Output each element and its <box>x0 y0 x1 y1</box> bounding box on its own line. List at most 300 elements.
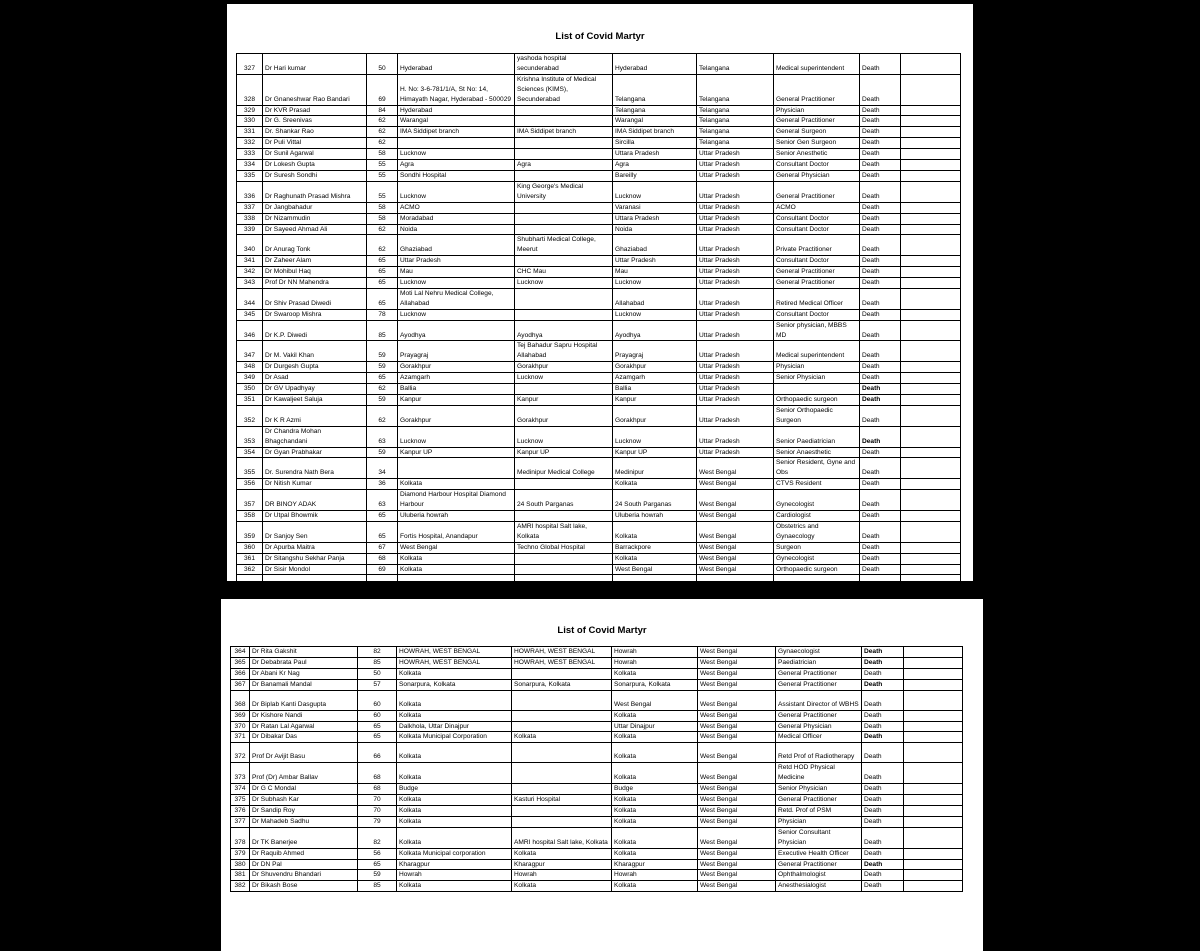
serial-number-cell: 372 <box>231 743 250 763</box>
doctor-name-cell: Dr Raquib Ahmed <box>250 848 358 859</box>
address-cell: Gorakhpur <box>398 362 515 373</box>
designation-cell: Senior Resident, Gyne and Obs <box>774 458 860 479</box>
status-cell: Death <box>860 54 901 75</box>
status-cell: Death <box>862 763 904 784</box>
table-row <box>231 721 963 732</box>
age-cell: 58 <box>367 202 398 213</box>
age-cell: 63 <box>367 426 398 447</box>
address-cell: Fortis Hospital, Anandapur <box>398 521 515 542</box>
table-row <box>237 278 961 289</box>
doctor-name-cell: Dr Nitish Kumar <box>263 479 367 490</box>
city-cell: Barrackpore <box>613 542 697 553</box>
martyr-table <box>236 53 961 595</box>
state-cell: Uttar Pradesh <box>697 309 774 320</box>
designation-cell: Senior Orthopaedic Surgeon <box>774 405 860 426</box>
table-row <box>237 170 961 181</box>
status-cell: Death <box>860 224 901 235</box>
table-row <box>237 138 961 149</box>
status-cell: Death <box>862 795 904 806</box>
address-cell: Uttar Pradesh <box>398 256 515 267</box>
status-cell: Death <box>862 784 904 795</box>
status-cell: Death <box>862 827 904 848</box>
hospital-cell: King George's Medical University <box>515 181 613 202</box>
serial-number-cell: 343 <box>237 278 263 289</box>
doctor-name-cell: Dr Raghunath Prasad Mishra <box>263 181 367 202</box>
address-cell: Uluberia howrah <box>398 510 515 521</box>
state-cell: West Bengal <box>698 881 776 892</box>
remarks-cell <box>901 309 961 320</box>
serial-number-cell: 370 <box>231 721 250 732</box>
address-cell: Gorakhpur <box>398 405 515 426</box>
table-row <box>237 542 961 553</box>
designation-cell: General Practitioner <box>774 278 860 289</box>
state-cell: West Bengal <box>698 710 776 721</box>
doctor-name-cell: Prof Dr Avijit Basu <box>250 743 358 763</box>
status-cell: Death <box>862 657 904 668</box>
status-cell: Death <box>860 309 901 320</box>
status-cell: Death <box>860 213 901 224</box>
state-cell: Telangana <box>697 127 774 138</box>
address-cell: Lucknow <box>398 309 515 320</box>
state-cell: Uttar Pradesh <box>697 149 774 160</box>
serial-number-cell: 375 <box>231 795 250 806</box>
city-cell: Ballia <box>613 384 697 395</box>
doctor-name-cell: Prof Dr NN Mahendra <box>263 278 367 289</box>
city-cell: Agra <box>613 160 697 171</box>
designation-cell: General Practitioner <box>774 267 860 278</box>
status-cell: Death <box>862 881 904 892</box>
serial-number-cell: 330 <box>237 116 263 127</box>
table-row <box>237 553 961 564</box>
state-cell: West Bengal <box>697 542 774 553</box>
state-cell: Uttar Pradesh <box>697 362 774 373</box>
serial-number-cell: 327 <box>237 54 263 75</box>
hospital-cell: Medinipur Medical College <box>515 458 613 479</box>
designation-cell <box>774 384 860 395</box>
remarks-cell <box>904 870 963 881</box>
doctor-name-cell: Dr Debabrata Paul <box>250 657 358 668</box>
address-cell: Howrah <box>397 870 512 881</box>
city-cell: Uttara Pradesh <box>613 149 697 160</box>
serial-number-cell: 365 <box>231 657 250 668</box>
doctor-name-cell: Dr Banamali Mandal <box>250 679 358 690</box>
serial-number-cell: 381 <box>231 870 250 881</box>
table-row <box>237 54 961 75</box>
city-cell: Howrah <box>612 870 698 881</box>
table-row <box>231 816 963 827</box>
city-cell: Howrah <box>612 657 698 668</box>
doctor-name-cell: Dr GV Upadhyay <box>263 384 367 395</box>
address-cell: ACMO <box>398 202 515 213</box>
table-row <box>231 690 963 710</box>
address-cell: Ayodhya <box>398 320 515 341</box>
remarks-cell <box>904 647 963 658</box>
doctor-name-cell: Dr Biplab Kanti Dasgupta <box>250 690 358 710</box>
remarks-cell <box>904 827 963 848</box>
remarks-cell <box>904 657 963 668</box>
hospital-cell: Howrah <box>512 870 612 881</box>
address-cell <box>398 458 515 479</box>
age-cell: 58 <box>367 213 398 224</box>
doctor-name-cell: Dr Dibakar Das <box>250 732 358 743</box>
status-cell: Death <box>860 181 901 202</box>
remarks-cell <box>901 149 961 160</box>
doctor-name-cell: Dr Kawaljeet Saluja <box>263 395 367 406</box>
serial-number-cell: 338 <box>237 213 263 224</box>
hospital-cell <box>515 105 613 116</box>
city-cell: IMA Siddipet branch <box>613 127 697 138</box>
doctor-name-cell: Dr K.P. Diwedi <box>263 320 367 341</box>
remarks-cell <box>901 288 961 309</box>
remarks-cell <box>901 395 961 406</box>
designation-cell: General Practitioner <box>776 679 862 690</box>
age-cell: 65 <box>367 510 398 521</box>
designation-cell: Senior Anesthetic <box>774 149 860 160</box>
age-cell: 69 <box>367 564 398 575</box>
state-cell: Uttar Pradesh <box>697 395 774 406</box>
designation-cell: General Practitioner <box>774 74 860 105</box>
remarks-cell <box>901 116 961 127</box>
serial-number-cell: 349 <box>237 373 263 384</box>
serial-number-cell: 347 <box>237 341 263 362</box>
status-cell: Death <box>860 564 901 575</box>
hospital-cell <box>515 116 613 127</box>
document-page-2 <box>221 599 983 951</box>
state-cell: West Bengal <box>698 870 776 881</box>
remarks-cell <box>901 458 961 479</box>
hospital-cell: AMRI hospital Salt lake, Kolkata <box>515 521 613 542</box>
address-cell: Kolkata <box>398 479 515 490</box>
hospital-cell: Techno Global Hospital <box>515 542 613 553</box>
table-row <box>237 405 961 426</box>
hospital-cell <box>515 170 613 181</box>
designation-cell: Consultant Doctor <box>774 256 860 267</box>
doctor-name-cell: Dr Swaroop Mishra <box>263 309 367 320</box>
serial-number-cell: 364 <box>231 647 250 658</box>
city-cell: Kolkata <box>612 881 698 892</box>
serial-number-cell: 371 <box>231 732 250 743</box>
state-cell: West Bengal <box>698 763 776 784</box>
designation-cell: Gynecologist <box>774 490 860 511</box>
table-row <box>237 575 961 595</box>
table-row <box>237 149 961 160</box>
document-page-1 <box>227 4 973 593</box>
status-cell: Death <box>860 341 901 362</box>
doctor-name-cell: Dr Chandra Mohan Bhagchandani <box>263 426 367 447</box>
status-cell: Death <box>862 859 904 870</box>
serial-number-cell: 355 <box>237 458 263 479</box>
age-cell: 62 <box>367 224 398 235</box>
state-cell: West Bengal <box>698 859 776 870</box>
remarks-cell <box>901 362 961 373</box>
serial-number-cell: 351 <box>237 395 263 406</box>
remarks-cell <box>901 542 961 553</box>
state-cell: West Bengal <box>698 816 776 827</box>
state-cell: Telangana <box>697 54 774 75</box>
hospital-cell: Sonarpura, Kolkata <box>512 679 612 690</box>
age-cell: 58 <box>367 149 398 160</box>
remarks-cell <box>901 105 961 116</box>
designation-cell: General Practitioner <box>776 668 862 679</box>
hospital-cell: 24 South Parganas <box>515 490 613 511</box>
hospital-cell: Gorakhpur <box>515 362 613 373</box>
table-row <box>237 447 961 458</box>
age-cell: 85 <box>358 881 397 892</box>
address-cell: Azamgarh <box>398 373 515 384</box>
status-cell: Death <box>860 479 901 490</box>
designation-cell: General Practitioner <box>776 859 862 870</box>
hospital-cell: Gorakhpur <box>515 405 613 426</box>
status-cell: Death <box>860 426 901 447</box>
city-cell: Bareilly <box>613 170 697 181</box>
age-cell: 57 <box>358 679 397 690</box>
remarks-cell <box>904 732 963 743</box>
state-cell: Uttar Pradesh <box>697 320 774 341</box>
table-row <box>237 373 961 384</box>
status-cell: Death <box>862 679 904 690</box>
city-cell: Kharagpur <box>612 859 698 870</box>
address-cell: Kolkata <box>397 668 512 679</box>
city-cell: Gorakhpur <box>613 362 697 373</box>
city-cell: Hyderabad <box>613 54 697 75</box>
remarks-cell <box>901 490 961 511</box>
remarks-cell <box>901 181 961 202</box>
table-row <box>231 679 963 690</box>
city-cell: Telangana <box>613 74 697 105</box>
status-cell: Death <box>860 202 901 213</box>
address-cell: Sondhi Hospital <box>398 170 515 181</box>
city-cell: West Bengal <box>612 690 698 710</box>
address-cell: Noida <box>398 224 515 235</box>
serial-number-cell: 358 <box>237 510 263 521</box>
status-cell: Death <box>860 160 901 171</box>
table-row <box>237 309 961 320</box>
hospital-cell <box>512 763 612 784</box>
age-cell: 82 <box>358 827 397 848</box>
state-cell: West Bengal <box>698 657 776 668</box>
hospital-cell: Kanpur <box>515 395 613 406</box>
serial-number-cell: 361 <box>237 553 263 564</box>
designation-cell: Retd HOD Physical Medicine <box>776 763 862 784</box>
doctor-name-cell: Dr Sanjoy Sen <box>263 521 367 542</box>
status-cell: Death <box>862 848 904 859</box>
age-cell: 55 <box>367 181 398 202</box>
remarks-cell <box>904 816 963 827</box>
serial-number-cell: 366 <box>231 668 250 679</box>
state-cell: Telangana <box>697 105 774 116</box>
age-cell: 65 <box>367 521 398 542</box>
state-cell: West Bengal <box>698 679 776 690</box>
status-cell: Death <box>860 235 901 256</box>
address-cell: Kanpur UP <box>398 447 515 458</box>
doctor-name-cell: Dr Apurba Maitra <box>263 542 367 553</box>
doctor-name-cell: Dr M. Vakil Khan <box>263 341 367 362</box>
table-row <box>237 510 961 521</box>
state-cell: Uttar Pradesh <box>697 426 774 447</box>
state-cell: West Bengal <box>697 553 774 564</box>
serial-number-cell: 336 <box>237 181 263 202</box>
table-row <box>237 384 961 395</box>
age-cell: 65 <box>367 256 398 267</box>
status-cell: Death <box>862 721 904 732</box>
doctor-name-cell: Dr G C Mondal <box>250 784 358 795</box>
doctor-name-cell: Dr Shuvendru Bhandari <box>250 870 358 881</box>
state-cell: West Bengal <box>698 795 776 806</box>
city-cell: 24 South Parganas <box>613 490 697 511</box>
address-cell: Moti Lal Nehru Medical College, Allahabad <box>398 288 515 309</box>
age-cell: 69 <box>367 74 398 105</box>
remarks-cell <box>904 690 963 710</box>
state-cell: Uttar Pradesh <box>697 267 774 278</box>
serial-number-cell: 367 <box>231 679 250 690</box>
hospital-cell: HOWRAH, WEST BENGAL <box>512 647 612 658</box>
designation-cell: Executive Health Officer <box>776 848 862 859</box>
table-row <box>237 116 961 127</box>
serial-number-cell: 345 <box>237 309 263 320</box>
city-cell: Kolkata <box>612 668 698 679</box>
doctor-name-cell: Dr Ratan Lal Agarwal <box>250 721 358 732</box>
doctor-name-cell: Dr Mohibul Haq <box>263 267 367 278</box>
designation-cell: Paediatrician <box>776 657 862 668</box>
city-cell: Howrah <box>612 647 698 658</box>
serial-number-cell: 342 <box>237 267 263 278</box>
page-title: List of Covid Martyr <box>557 625 647 636</box>
page-title: List of Covid Martyr <box>555 31 645 42</box>
status-cell: Death <box>860 105 901 116</box>
doctor-name-cell: DR BINOY ADAK <box>263 490 367 511</box>
remarks-cell <box>901 384 961 395</box>
remarks-cell <box>904 710 963 721</box>
age-cell: 68 <box>358 784 397 795</box>
doctor-name-cell: Dr Rita Gakshit <box>250 647 358 658</box>
state-cell: Uttar Pradesh <box>697 278 774 289</box>
remarks-cell <box>901 447 961 458</box>
age-cell: 78 <box>367 309 398 320</box>
designation-cell: Assistant Director of WBHS <box>776 690 862 710</box>
age-cell: 60 <box>358 710 397 721</box>
state-cell: West Bengal <box>698 784 776 795</box>
doctor-name-cell: Dr Sayeed Ahmad Ali <box>263 224 367 235</box>
serial-number-cell: 360 <box>237 542 263 553</box>
age-cell: 50 <box>358 668 397 679</box>
hospital-cell: IMA Siddipet branch <box>515 127 613 138</box>
state-cell: Uttar Pradesh <box>697 213 774 224</box>
age-cell: 65 <box>358 859 397 870</box>
state-cell: West Bengal <box>698 743 776 763</box>
age-cell: 62 <box>367 384 398 395</box>
table-row <box>237 341 961 362</box>
status-cell: Death <box>860 405 901 426</box>
status-cell: Death <box>860 288 901 309</box>
age-cell: 55 <box>367 170 398 181</box>
designation-cell: Senior Physician <box>776 784 862 795</box>
address-cell: Kolkata <box>398 564 515 575</box>
remarks-cell <box>901 235 961 256</box>
doctor-name-cell: Dr K R Azmi <box>263 405 367 426</box>
state-cell: West Bengal <box>698 647 776 658</box>
table-row <box>237 267 961 278</box>
designation-cell: Orthopaedic surgeon <box>774 395 860 406</box>
doctor-name-cell: Dr. Shankar Rao <box>263 127 367 138</box>
designation-cell: Retd Prof of Radiotherapy <box>776 743 862 763</box>
table-row <box>237 256 961 267</box>
remarks-cell <box>901 224 961 235</box>
remarks-cell <box>901 138 961 149</box>
city-cell: Kolkata <box>612 848 698 859</box>
serial-number-cell: 331 <box>237 127 263 138</box>
age-cell: 65 <box>367 278 398 289</box>
address-cell: H. No: 3-6-781/1/A, St No: 14, Himayath Nagar, Hyderabad - 500029 <box>398 74 515 105</box>
age-cell: 62 <box>367 138 398 149</box>
hospital-cell: Kolkata <box>512 732 612 743</box>
state-cell: Uttar Pradesh <box>697 405 774 426</box>
designation-cell: General Physician <box>774 170 860 181</box>
designation-cell: Retd. Prof of PSM <box>776 805 862 816</box>
hospital-cell: Kasturi Hospital <box>512 795 612 806</box>
city-cell: Kolkata <box>612 827 698 848</box>
address-cell: West Bengal <box>398 542 515 553</box>
table-row <box>231 805 963 816</box>
doctor-name-cell: Dr TK Banerjee <box>250 827 358 848</box>
age-cell: 62 <box>367 127 398 138</box>
state-cell: West Bengal <box>697 564 774 575</box>
table-row <box>231 881 963 892</box>
status-cell: Death <box>862 690 904 710</box>
table-row <box>237 160 961 171</box>
age-cell: 50 <box>367 54 398 75</box>
designation-cell: Forensic Medicine <box>774 575 860 595</box>
table-row <box>231 668 963 679</box>
hospital-cell <box>515 553 613 564</box>
table-row <box>231 859 963 870</box>
table-row <box>237 564 961 575</box>
address-cell: Lucknow <box>398 181 515 202</box>
hospital-cell: CHC Mau <box>515 267 613 278</box>
doctor-name-cell: Dr Anurag Tonk <box>263 235 367 256</box>
doctor-name-cell: Dr Sitangshu Sekhar Panja <box>263 553 367 564</box>
designation-cell: Senior Gen Surgeon <box>774 138 860 149</box>
state-cell: West Bengal <box>698 732 776 743</box>
status-cell: Death <box>862 668 904 679</box>
table-row <box>231 848 963 859</box>
age-cell: 65 <box>367 373 398 384</box>
table-row <box>237 490 961 511</box>
address-cell: Dalkhola, Uttar Dinajpur <box>397 721 512 732</box>
remarks-cell <box>901 373 961 384</box>
state-cell: West Bengal <box>697 479 774 490</box>
remarks-cell <box>901 213 961 224</box>
city-cell: Kolkata <box>613 521 697 542</box>
state-cell: Uttar Pradesh <box>697 160 774 171</box>
status-cell: Death <box>862 743 904 763</box>
hospital-cell <box>515 288 613 309</box>
doctor-name-cell: Dr Sisir Mondol <box>263 564 367 575</box>
doctor-name-cell: Dr Suresh Sondhi <box>263 170 367 181</box>
serial-number-cell: 337 <box>237 202 263 213</box>
age-cell: 67 <box>367 542 398 553</box>
address-cell: Budge <box>397 784 512 795</box>
serial-number-cell: 333 <box>237 149 263 160</box>
hospital-cell <box>512 721 612 732</box>
doctor-name-cell: Dr Gnaneshwar Rao Bandari <box>263 74 367 105</box>
remarks-cell <box>901 278 961 289</box>
table-row <box>237 426 961 447</box>
doctor-name-cell: Dr Gyan Prabhakar <box>263 447 367 458</box>
designation-cell: Senior Physician <box>774 373 860 384</box>
designation-cell: Physician <box>774 362 860 373</box>
address-cell: Lucknow <box>398 149 515 160</box>
status-cell: Death <box>860 575 901 595</box>
